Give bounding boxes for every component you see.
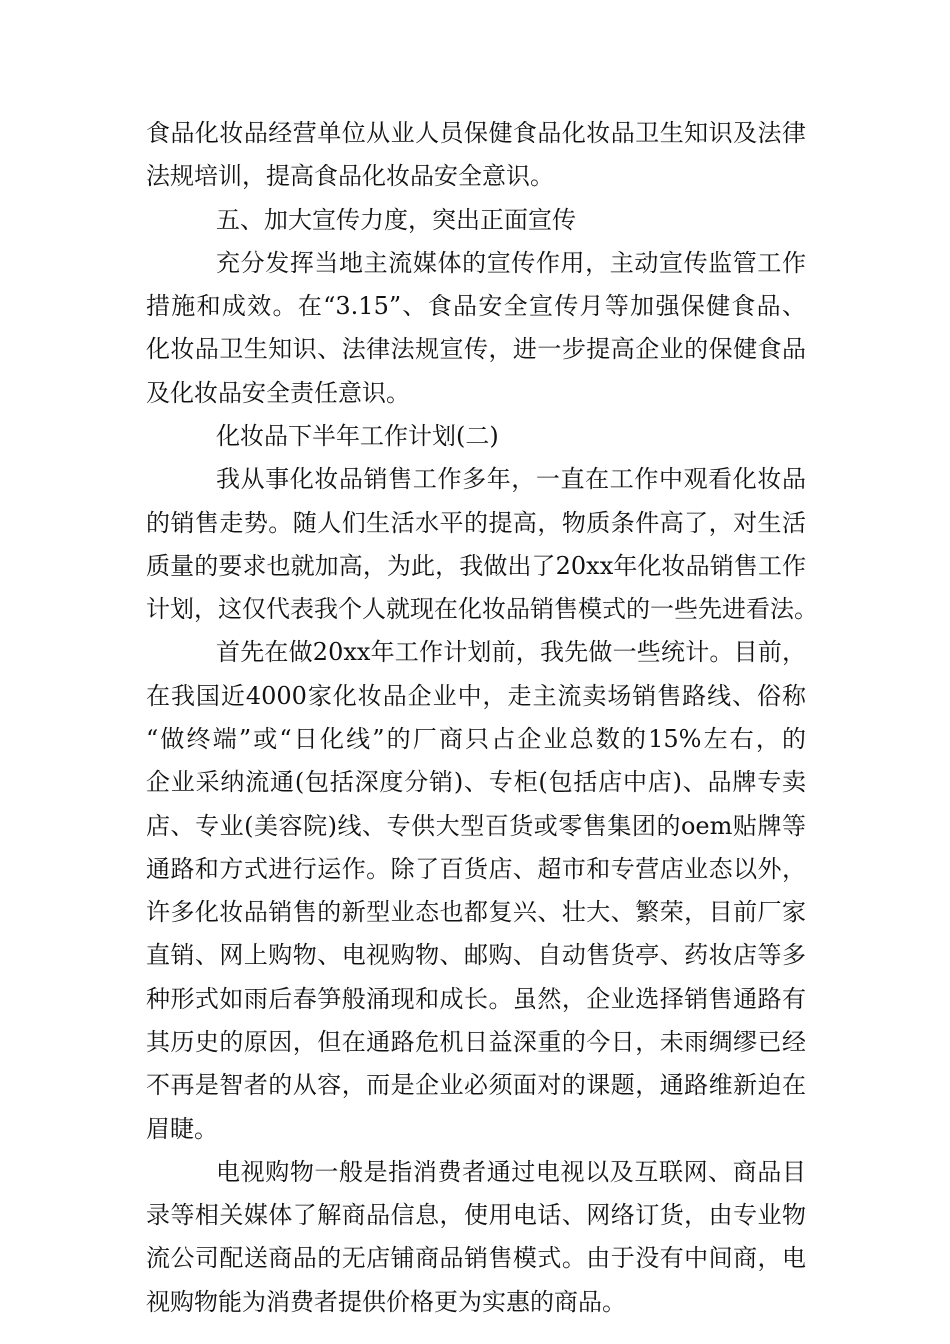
text-line: 的销售走势。随人们生活水平的提高，物质条件高了，对生活 [146,508,806,537]
text-line: “做终端”或“日化线”的厂商只占企业总数的15%左右，的 [146,725,806,753]
text-line: 化妆品卫生知识、法律法规宣传，进一步提高企业的保健食品 [146,335,806,364]
text-line: 企业采纳流通(包括深度分销)、专柜(包括店中店)、品牌专卖 [146,768,806,797]
text-line: 我从事化妆品销售工作多年，一直在工作中观看化妆品 [216,465,806,494]
text-line: 食品化妆品经营单位从业人员保健食品化妆品卫生知识及法律 [146,119,806,147]
text-line: 首先在做20xx年工作计划前，我先做一些统计。目前， [216,638,806,667]
text-line: 质量的要求也就加高，为此，我做出了20xx年化妆品销售工作 [146,551,806,580]
text-line: 充分发挥当地主流媒体的宣传作用，主动宣传监管工作 [216,248,806,277]
text-line: 通路和方式进行运作。除了百货店、超市和专营店业态以外， [146,854,806,883]
section-heading: 五、加大宣传力度，突出正面宣传 [216,205,576,234]
text-line: 直销、网上购物、电视购物、邮购、自动售货亭、药妆店等多 [146,941,806,970]
text-line: 流公司配送商品的无店铺商品销售模式。由于没有中间商，电 [146,1244,806,1273]
text-line: 许多化妆品销售的新型业态也都复兴、壮大、繁荣，目前厂家 [146,898,806,927]
text-line: 及化妆品安全责任意识。 [146,378,410,407]
section-heading: 化妆品下半年工作计划(二) [216,422,499,450]
text-line: 措施和成效。在“3.15”、食品安全宣传月等加强保健食品、 [146,292,806,321]
text-line: 计划，这仅代表我个人就现在化妆品销售模式的一些先进看法。 [146,595,818,624]
text-line: 眉睫。 [146,1114,218,1143]
text-line: 录等相关媒体了解商品信息，使用电话、网络订货，由专业物 [146,1201,806,1230]
text-line: 种形式如雨后春笋般涌现和成长。虽然，企业选择销售通路有 [146,984,806,1013]
text-line: 视购物能为消费者提供价格更为实惠的商品。 [146,1287,626,1316]
text-line: 电视购物一般是指消费者通过电视以及互联网、商品目 [216,1157,806,1186]
text-line: 在我国近4000家化妆品企业中，走主流卖场销售路线、俗称 [146,681,806,710]
text-line: 不再是智者的从容，而是企业必须面对的课题，通路维新迫在 [146,1071,806,1100]
text-line: 其历史的原因，但在通路危机日益深重的今日，未雨绸缪已经 [146,1028,806,1056]
text-line: 法规培训，提高食品化妆品安全意识。 [146,162,554,191]
text-line: 店、专业(美容院)线、专供大型百货或零售集团的oem贴牌等 [146,811,806,840]
